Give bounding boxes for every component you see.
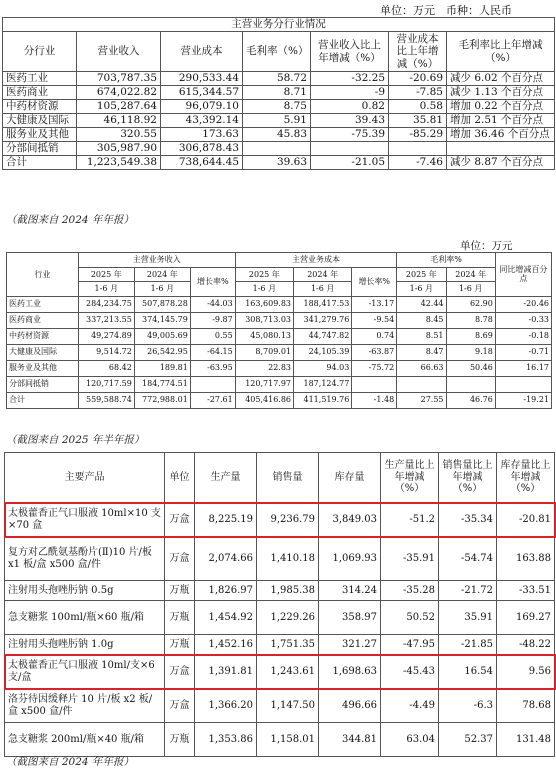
table-cell: -64.15 <box>190 344 235 360</box>
table-cell: 9,514.72 <box>78 344 134 360</box>
table-cell: 1,751.35 <box>257 635 319 655</box>
table-cell: 医药工业 <box>3 72 77 86</box>
table-cell: -19.21 <box>495 392 551 408</box>
table-cell: 0.82 <box>311 100 389 114</box>
table-cell: 1,826.97 <box>195 581 257 601</box>
table-cell: -13.17 <box>352 296 397 312</box>
table-cell: 8,709.01 <box>235 344 293 360</box>
table-cell: 16.54 <box>439 655 497 689</box>
t1-header-revenue-yoy: 营业收入比上年增减（%） <box>311 32 389 72</box>
table-cell: 120,717.59 <box>78 376 134 392</box>
table-row <box>3 142 555 156</box>
table-cell: 120,717.97 <box>235 376 293 392</box>
table-cell: 洛芬待因缓释片 10 片/板 x2 板/盒 x500 盒/件 <box>5 689 165 723</box>
table2-unit: 单位：万元 <box>460 240 513 252</box>
t2-header-margin-2025-months: 1-6 月 <box>397 282 446 297</box>
table-cell: 163.88 <box>497 537 555 581</box>
t2-header-rev-growth: 增长率% <box>190 267 235 296</box>
table-cell: 减少 8.87 个百分点 <box>447 156 555 170</box>
table-cell: -9.87 <box>190 312 235 328</box>
table-cell: 3,849.03 <box>319 503 381 537</box>
table-cell: 344.81 <box>319 723 381 757</box>
table-cell: 1,229.26 <box>257 601 319 635</box>
table-cell: -4.49 <box>381 689 439 723</box>
table-cell <box>389 142 447 156</box>
table-cell: -6.3 <box>439 689 497 723</box>
table-cell: 703,787.35 <box>77 72 161 86</box>
t3-header-sales-yoy: 销售量比上年增减（%） <box>439 453 497 503</box>
table-cell: 减少 6.02 个百分点 <box>447 72 555 86</box>
table-cell: -0.71 <box>495 344 551 360</box>
table-cell <box>447 142 555 156</box>
table-cell: 1,985.38 <box>257 581 319 601</box>
table-cell: 63.04 <box>381 723 439 757</box>
table-row <box>5 689 555 723</box>
table-cell: 8.78 <box>446 312 495 328</box>
table-cell: 50.46 <box>446 360 495 376</box>
table-cell: 58.72 <box>243 72 311 86</box>
table-cell: -85.29 <box>389 128 447 142</box>
table-row <box>3 156 555 170</box>
table-cell: 1,243.61 <box>257 655 319 689</box>
t2-header-revenue-group: 主营业务收入 <box>78 253 235 268</box>
table-cell: 万瓶 <box>165 581 195 601</box>
table-cell: 合计 <box>3 156 77 170</box>
t3-header-product: 主要产品 <box>5 453 165 503</box>
t2-header-cost-2025-year: 2025 年 <box>235 267 293 282</box>
table1-title: 主营业务分行业情况 <box>3 18 555 32</box>
table-cell: -9.54 <box>352 312 397 328</box>
table-cell: 321.27 <box>319 635 381 655</box>
table-cell: -33.51 <box>497 581 555 601</box>
table-cell: -0.33 <box>495 312 551 328</box>
table-cell: 305,987.90 <box>77 142 161 156</box>
table-cell: 1,069.93 <box>319 537 381 581</box>
table-row <box>3 86 555 100</box>
table-cell: 78.68 <box>497 689 555 723</box>
t2-header-cost-growth: 增长率% <box>352 267 397 296</box>
table-cell: -48.22 <box>497 635 555 655</box>
table-cell: 分部间抵销 <box>3 142 77 156</box>
table-cell: 0.58 <box>389 100 447 114</box>
t3-header-sales: 销售量 <box>257 453 319 503</box>
table-cell: -35.28 <box>381 581 439 601</box>
table-cell: 注射用头孢唑肟钠 0.5g <box>5 581 165 601</box>
table-row <box>7 376 552 392</box>
t1-header-revenue: 营业收入 <box>77 32 161 72</box>
table-cell: 173.63 <box>161 128 243 142</box>
table-cell: -63.95 <box>190 360 235 376</box>
t2-header-margin-group: 毛利率% <box>397 253 496 268</box>
t3-header-unit: 单位 <box>165 453 195 503</box>
table-cell: -20.81 <box>497 503 555 537</box>
table-cell: 615,344.57 <box>161 86 243 100</box>
t2-header-cost-2025-months: 1-6 月 <box>235 282 293 297</box>
table-row <box>7 392 552 408</box>
t2-header-industry: 行业 <box>7 253 79 297</box>
table-row <box>7 296 552 312</box>
table-cell: 注射用头孢唑肟钠 1.0g <box>5 635 165 655</box>
table-cell: 68.42 <box>78 360 134 376</box>
table-cell: 医药商业 <box>3 86 77 100</box>
table-cell: 35.81 <box>389 114 447 128</box>
table-cell: -21.72 <box>439 581 497 601</box>
table-cell: -0.18 <box>495 328 551 344</box>
table-cell: 45,080.13 <box>235 328 293 344</box>
table-cell: -35.91 <box>381 537 439 581</box>
table-cell: -47.95 <box>381 635 439 655</box>
table-cell <box>190 376 235 392</box>
table-cell: 8,225.19 <box>195 503 257 537</box>
table-cell: -7.46 <box>389 156 447 170</box>
table-cell: -9 <box>311 86 389 100</box>
table-cell: -7.85 <box>389 86 447 100</box>
table-cell: 163,609.83 <box>235 296 293 312</box>
table-cell: 合计 <box>7 392 79 408</box>
table-cell: 306,878.43 <box>161 142 243 156</box>
segment-table-2024 <box>2 17 555 170</box>
table-cell: 急支糖浆 200ml/瓶×40 瓶/箱 <box>5 723 165 757</box>
table-cell: 1,353.86 <box>195 723 257 757</box>
table-cell: 大健康及国际 <box>7 344 79 360</box>
table-cell: 46.76 <box>446 392 495 408</box>
t3-header-production: 生产量 <box>195 453 257 503</box>
table-cell: -63.87 <box>352 344 397 360</box>
table-cell: 中药材资源 <box>7 328 79 344</box>
table-cell: 1,158.01 <box>257 723 319 757</box>
table-cell: 大健康及国际 <box>3 114 77 128</box>
t3-header-inventory: 库存量 <box>319 453 381 503</box>
table-cell: 35.91 <box>439 601 497 635</box>
table-cell: 27.55 <box>397 392 446 408</box>
table-row <box>3 128 555 142</box>
table-cell: 增加 36.46 个百分点 <box>447 128 555 142</box>
table-cell: 49,005.69 <box>134 328 190 344</box>
table-cell: 43,392.14 <box>161 114 243 128</box>
table-cell: 16.17 <box>495 360 551 376</box>
table-cell: 增加 0.22 个百分点 <box>447 100 555 114</box>
table-cell: 284,234.75 <box>78 296 134 312</box>
t2-header-rev-2024-year: 2024 年 <box>134 267 190 282</box>
table-cell: 万瓶 <box>165 601 195 635</box>
t3-header-production-yoy: 生产量比上年增减（%） <box>381 453 439 503</box>
t2-header-yoy: 同比增减百分点 <box>495 253 551 297</box>
table-cell <box>495 376 551 392</box>
table-cell: 0.55 <box>190 328 235 344</box>
table-cell: -1.48 <box>352 392 397 408</box>
table-cell: 5.91 <box>243 114 311 128</box>
table-cell: 1,391.81 <box>195 655 257 689</box>
table-cell: 2,074.66 <box>195 537 257 581</box>
table-cell: 9.56 <box>497 655 555 689</box>
table-cell: 增加 2.51 个百分点 <box>447 114 555 128</box>
table-cell: 46,118.92 <box>77 114 161 128</box>
table-cell: 服务业及其他 <box>3 128 77 142</box>
table-cell: -75.39 <box>311 128 389 142</box>
table-cell: 39.63 <box>243 156 311 170</box>
table-cell: 341,279.76 <box>294 312 352 328</box>
t2-header-cost-group: 主营业务成本 <box>235 253 396 268</box>
table-cell: 374,145.79 <box>134 312 190 328</box>
table-cell: 8.45 <box>397 312 446 328</box>
table-cell: 1,147.50 <box>257 689 319 723</box>
t2-header-rev-2024-months: 1-6 月 <box>134 282 190 297</box>
table-cell: 8.75 <box>243 100 311 114</box>
table-cell: 万瓶 <box>165 635 195 655</box>
table-cell: 22.83 <box>235 360 293 376</box>
table-cell: 1,223,549.38 <box>77 156 161 170</box>
table-cell: 50.52 <box>381 601 439 635</box>
table-cell: 96,079.10 <box>161 100 243 114</box>
table-cell: -20.69 <box>389 72 447 86</box>
table-cell: 169.27 <box>497 601 555 635</box>
table-cell: 184,774.51 <box>134 376 190 392</box>
table-cell: -75.72 <box>352 360 397 376</box>
table-row <box>5 635 555 655</box>
table-cell: 45.83 <box>243 128 311 142</box>
table-cell: 1,366.20 <box>195 689 257 723</box>
table-cell: 674,022.82 <box>77 86 161 100</box>
table-cell: 太极藿香正气口服液 10ml×10 支×70 盒 <box>5 503 165 537</box>
table-row <box>5 601 555 635</box>
table3-caption: （截图来自 2024 年年报） <box>6 756 134 768</box>
table-cell: 8.51 <box>397 328 446 344</box>
table-row <box>5 581 555 601</box>
table-cell: 772,988.01 <box>134 392 190 408</box>
table-cell: 万盒 <box>165 655 195 689</box>
table-cell: 1,454.92 <box>195 601 257 635</box>
t2-header-cost-2024-year: 2024 年 <box>294 267 352 282</box>
table-cell: 44,747.82 <box>294 328 352 344</box>
table-cell: -35.34 <box>439 503 497 537</box>
table-cell: 496.66 <box>319 689 381 723</box>
t2-header-rev-2025-year: 2025 年 <box>78 267 134 282</box>
table-cell <box>352 376 397 392</box>
table-cell: 290,533.44 <box>161 72 243 86</box>
table-cell: 1,452.16 <box>195 635 257 655</box>
table-cell: 9.18 <box>446 344 495 360</box>
table-cell: 分部间抵销 <box>7 376 79 392</box>
t1-header-margin: 毛利率（%） <box>243 32 311 72</box>
segment-table-2025h1 <box>6 252 552 409</box>
table-cell: 8.71 <box>243 86 311 100</box>
table-cell: -44.03 <box>190 296 235 312</box>
table-cell: 337,213.55 <box>78 312 134 328</box>
table-row <box>7 328 552 344</box>
t2-header-rev-2025-months: 1-6 月 <box>78 282 134 297</box>
table-cell <box>446 376 495 392</box>
table2-caption: （截图来自 2025 年半年报） <box>6 434 145 446</box>
t1-header-cost: 营业成本 <box>161 32 243 72</box>
table-cell: 411,519.76 <box>294 392 352 408</box>
table-cell: 314.24 <box>319 581 381 601</box>
table-cell: 188,417.53 <box>294 296 352 312</box>
table-cell: 9,236.79 <box>257 503 319 537</box>
table-cell: 187,124.77 <box>294 376 352 392</box>
t2-header-margin-2024-months: 1-6 月 <box>446 282 495 297</box>
table-cell: 8.69 <box>446 328 495 344</box>
table-row <box>3 72 555 86</box>
table-cell: 中药材资源 <box>3 100 77 114</box>
table-row <box>3 100 555 114</box>
table-cell <box>311 142 389 156</box>
table-cell: 0.74 <box>352 328 397 344</box>
table-cell: -45.43 <box>381 655 439 689</box>
product-output-table-2024 <box>4 452 555 757</box>
t2-header-cost-2024-months: 1-6 月 <box>294 282 352 297</box>
table-cell: 42.44 <box>397 296 446 312</box>
table-cell: -27.61 <box>190 392 235 408</box>
t1-header-industry: 分行业 <box>3 32 77 72</box>
table-cell: 1,698.63 <box>319 655 381 689</box>
table-cell: 医药商业 <box>7 312 79 328</box>
table-cell: 万盒 <box>165 503 195 537</box>
table-cell: 507,878.28 <box>134 296 190 312</box>
table-cell: 万盒 <box>165 537 195 581</box>
table-cell: -54.74 <box>439 537 497 581</box>
t2-header-margin-2024-year: 2024 年 <box>446 267 495 282</box>
table-cell: 105,287.64 <box>77 100 161 114</box>
table-cell: 131.48 <box>497 723 555 757</box>
table-cell <box>397 376 446 392</box>
t2-header-margin-2025-year: 2025 年 <box>397 267 446 282</box>
table-cell: 8.47 <box>397 344 446 360</box>
table-cell: 62.90 <box>446 296 495 312</box>
table-row <box>5 537 555 581</box>
table-cell: 189.81 <box>134 360 190 376</box>
table-row <box>5 655 555 689</box>
table-cell: 308,713.03 <box>235 312 293 328</box>
table-cell: 万盒 <box>165 689 195 723</box>
table-cell: 320.55 <box>77 128 161 142</box>
table-cell: -20.46 <box>495 296 551 312</box>
table-cell: -51.2 <box>381 503 439 537</box>
table-cell: 52.37 <box>439 723 497 757</box>
table-cell: 559,588.74 <box>78 392 134 408</box>
table-cell: 服务业及其他 <box>7 360 79 376</box>
table-cell: 减少 1.13 个百分点 <box>447 86 555 100</box>
table-cell: 405,416.86 <box>235 392 293 408</box>
table-cell: 1,410.18 <box>257 537 319 581</box>
table1-caption: （截图来自 2024 年年报） <box>6 214 134 226</box>
table-cell: 358.97 <box>319 601 381 635</box>
table-row <box>5 503 555 537</box>
t1-header-cost-yoy: 营业成本比上年增减（%） <box>389 32 447 72</box>
table-row <box>3 114 555 128</box>
table-row <box>7 312 552 328</box>
table-row <box>7 360 552 376</box>
table-row <box>7 344 552 360</box>
table-cell: 39.43 <box>311 114 389 128</box>
table-cell: 医药工业 <box>7 296 79 312</box>
table1-unit: 单位：万元 币种：人民币 <box>380 4 512 17</box>
table-cell: -21.05 <box>311 156 389 170</box>
table-cell: 复方对乙酰氨基酚片(Ⅱ)10 片/板 x1 板/盒 x500 盒/件 <box>5 537 165 581</box>
table-cell: 94.03 <box>294 360 352 376</box>
table-cell: 66.63 <box>397 360 446 376</box>
table-cell <box>243 142 311 156</box>
table-cell: 24,105.39 <box>294 344 352 360</box>
table-cell: -21.85 <box>439 635 497 655</box>
table-cell: 太极藿香正气口服液 10ml/支×6 支/盒 <box>5 655 165 689</box>
table-cell: 26,542.95 <box>134 344 190 360</box>
table-row <box>5 723 555 757</box>
t1-header-margin-yoy: 毛利率比上年增减（%） <box>447 32 555 72</box>
table-cell: 49,274.89 <box>78 328 134 344</box>
t3-header-inventory-yoy: 库存量比上年增减（%） <box>497 453 555 503</box>
table-cell: -32.25 <box>311 72 389 86</box>
table-cell: 急支糖浆 100ml/瓶×60 瓶/箱 <box>5 601 165 635</box>
table-cell: 738,644.45 <box>161 156 243 170</box>
table-cell: 万瓶 <box>165 723 195 757</box>
